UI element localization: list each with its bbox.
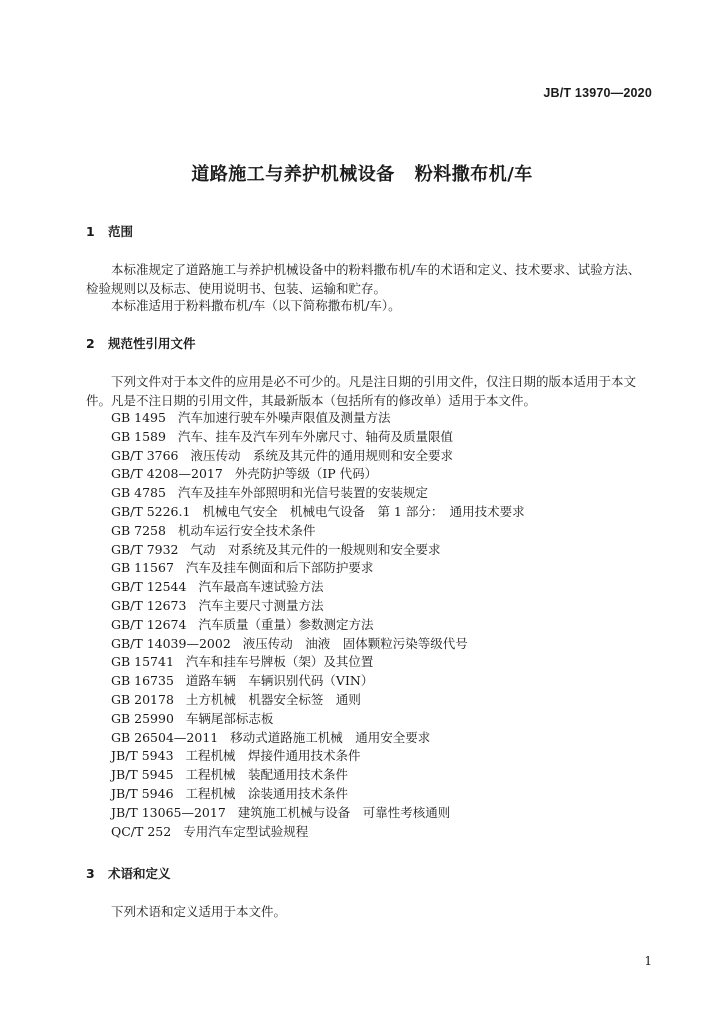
reference-item <box>111 465 525 484</box>
reference-item <box>111 559 525 578</box>
reference-title: 汽车、挂车及汽车列车外廓尺寸、轴荷及质量限值 <box>177 428 453 444</box>
reference-code: GB 15741 <box>111 654 174 670</box>
reference-title: 专用汽车定型试验规程 <box>183 823 309 839</box>
reference-title: 汽车及挂车外部照明和光信号装置的安装规定 <box>177 485 428 501</box>
title-part-2: 粉料撒布机/车 <box>414 164 533 185</box>
reference-title: 汽车质量（重量）参数测定方法 <box>198 616 374 632</box>
reference-title: 移动式道路施工机械 通用安全要求 <box>230 729 431 745</box>
terms-intro <box>86 902 654 921</box>
reference-title: 液压传动 系统及其元件的通用规则和安全要求 <box>190 447 454 463</box>
reference-item <box>111 747 525 766</box>
references-intro <box>86 372 654 410</box>
reference-item <box>111 635 525 654</box>
section-3-heading <box>86 864 171 882</box>
references-intro-line-2: 件。凡是不注日期的引用文件，其最新版本（包括所有的修改单）适用于本文件。 <box>86 393 537 408</box>
reference-code: JB/T 5943 <box>111 748 174 764</box>
reference-title: 气动 对系统及其元件的一般规则和安全要求 <box>190 541 441 557</box>
reference-item <box>111 503 525 522</box>
reference-code: GB 4785 <box>111 485 166 501</box>
section-1-heading <box>86 222 133 240</box>
reference-title: 工程机械 装配通用技术条件 <box>185 767 349 783</box>
section-2-title: 规范性引用文件 <box>108 336 196 351</box>
reference-title: 汽车主要尺寸测量方法 <box>198 597 324 613</box>
reference-code: JB/T 5946 <box>111 785 174 801</box>
reference-code: GB/T 12544 <box>111 579 187 595</box>
reference-title: 建筑施工机械与设备 可靠性考核通则 <box>237 804 451 820</box>
reference-code: GB 7258 <box>111 522 166 538</box>
reference-code: GB/T 7932 <box>111 541 179 557</box>
reference-item <box>111 428 525 447</box>
section-3-number: 3 <box>86 866 95 881</box>
reference-item <box>111 804 525 823</box>
reference-title: 工程机械 涂装通用技术条件 <box>185 785 349 801</box>
reference-title: 汽车最高车速试验方法 <box>198 579 324 595</box>
reference-code: GB/T 5226.1 <box>111 503 191 519</box>
reference-item <box>111 766 525 785</box>
reference-item <box>111 522 525 541</box>
reference-title: 机械电气安全 机械电气设备 第 1 部分： 通用技术要求 <box>202 503 525 519</box>
reference-item <box>111 541 525 560</box>
reference-item <box>111 672 525 691</box>
reference-title: 机动车运行安全技术条件 <box>177 522 316 538</box>
page-number: 1 <box>644 954 652 968</box>
reference-code: JB/T 13065—2017 <box>111 804 226 820</box>
reference-item <box>111 447 525 466</box>
reference-code: GB 11567 <box>111 560 174 576</box>
reference-list <box>111 409 525 841</box>
reference-code: JB/T 5945 <box>111 767 174 783</box>
reference-item <box>111 597 525 616</box>
reference-code: GB/T 4208—2017 <box>111 466 223 482</box>
reference-title: 土方机械 机器安全标签 通则 <box>185 691 361 707</box>
reference-title: 液压传动 油液 固体颗粒污染等级代号 <box>242 635 468 651</box>
reference-code: GB/T 3766 <box>111 447 179 463</box>
reference-item <box>111 653 525 672</box>
reference-code: GB/T 12673 <box>111 597 187 613</box>
scope-applicability: 本标准适用于粉料撒布机/车（以下简称撒布机/车）。 <box>111 298 401 313</box>
section-1-number: 1 <box>86 224 95 239</box>
document-title <box>0 160 724 186</box>
title-part-1: 道路施工与养护机械设备 <box>191 164 395 185</box>
reference-title: 汽车和挂车号牌板（架）及其位置 <box>185 654 374 670</box>
reference-title: 道路车辆 车辆识别代码（VIN） <box>185 673 374 689</box>
reference-item <box>111 409 525 428</box>
reference-title: 工程机械 焊接件通用技术条件 <box>185 748 361 764</box>
reference-title: 汽车加速行驶车外噪声限值及测量方法 <box>177 410 391 425</box>
reference-code: GB/T 12674 <box>111 616 187 632</box>
reference-item <box>111 616 525 635</box>
reference-item <box>111 578 525 597</box>
reference-code: GB 16735 <box>111 673 174 689</box>
scope-line-1: 本标准规定了道路施工与养护机械设备中的粉料撒布机/车的术语和定义、技术要求、试验方法、 <box>111 262 641 277</box>
scope-paragraph-1 <box>86 260 654 298</box>
reference-title: 外壳防护等级（IP 代码） <box>234 466 378 482</box>
reference-item <box>111 785 525 804</box>
reference-title: 汽车及挂车侧面和后下部防护要求 <box>185 560 374 576</box>
reference-item <box>111 729 525 748</box>
reference-item <box>111 710 525 729</box>
reference-code: GB/T 14039—2002 <box>111 635 231 651</box>
reference-code: GB 20178 <box>111 691 174 707</box>
reference-code: GB 25990 <box>111 710 174 726</box>
terms-intro-line: 下列术语和定义适用于本文件。 <box>111 904 287 919</box>
reference-item <box>111 691 525 710</box>
scope-paragraph-2 <box>86 296 654 315</box>
standard-number: JB/T 13970—2020 <box>543 86 652 100</box>
reference-item <box>111 484 525 503</box>
reference-code: GB 26504—2011 <box>111 729 219 745</box>
scope-line-2: 检验规则以及标志、使用说明书、包装、运输和贮存。 <box>86 281 387 296</box>
section-2-number: 2 <box>86 336 95 351</box>
reference-title: 车辆尾部标志板 <box>185 710 274 726</box>
reference-code: GB 1589 <box>111 428 166 444</box>
reference-code: GB 1495 <box>111 410 166 425</box>
section-3-title: 术语和定义 <box>108 866 171 881</box>
reference-code: QC/T 252 <box>111 823 172 839</box>
section-1-title: 范围 <box>108 224 134 239</box>
section-2-heading <box>86 334 196 352</box>
references-intro-line-1: 下列文件对于本文件的应用是必不可少的。凡是注日期的引用文件，仅注日期的版本适用于本文 <box>111 374 637 389</box>
reference-item <box>111 823 525 842</box>
